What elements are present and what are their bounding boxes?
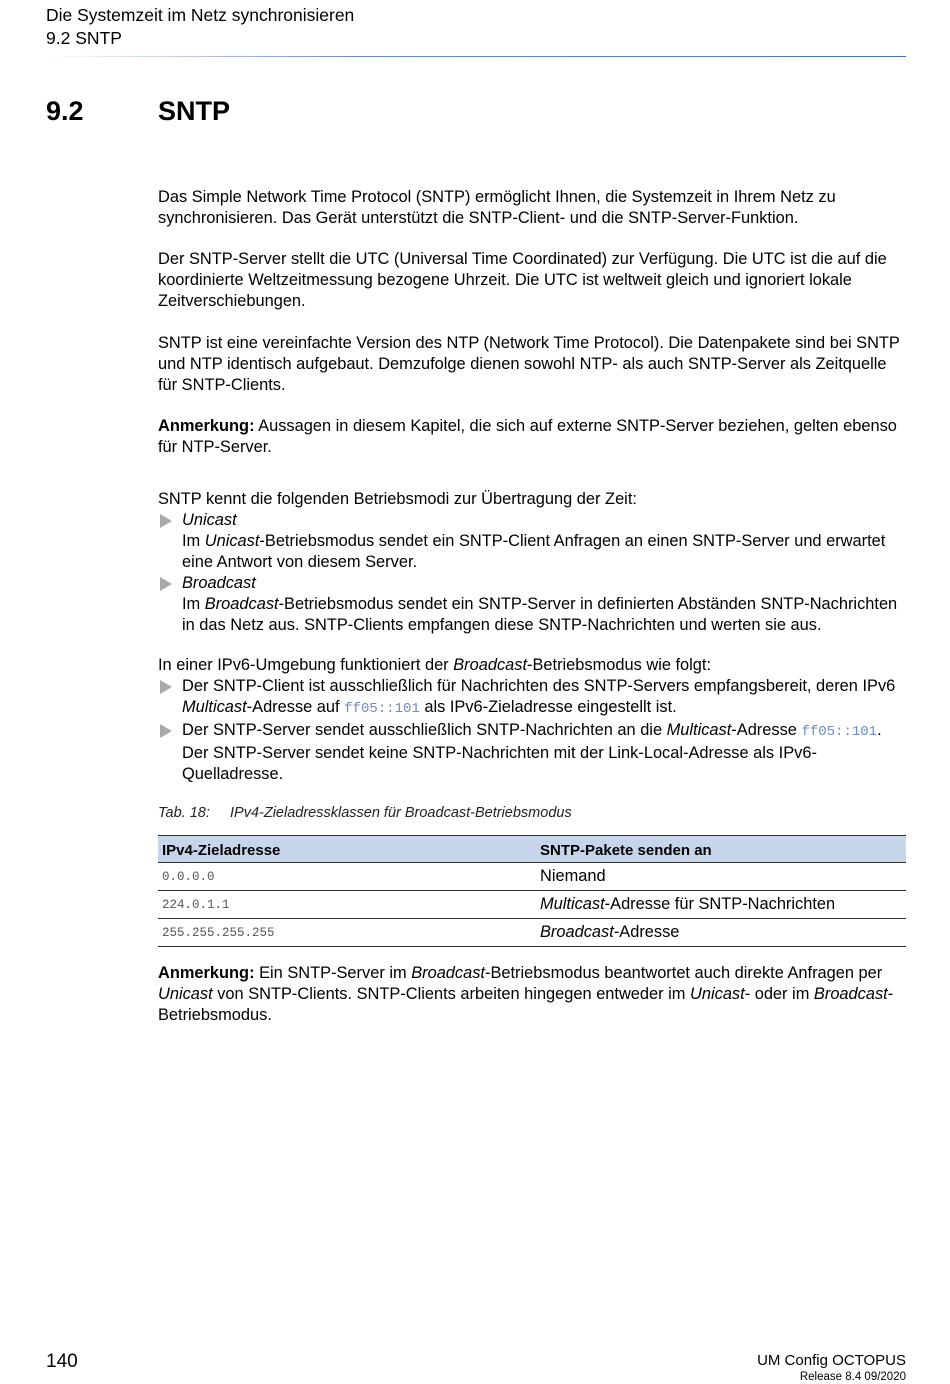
- modes-section: [158, 489, 910, 636]
- target-text: -Adresse für SNTP-Nachrichten: [604, 895, 836, 913]
- text: von SNTP-Clients. SNTP-Clients arbeiten hingegen entweder im: [212, 985, 691, 1003]
- footer-release: Release 8.4 09/2020: [799, 1371, 906, 1383]
- text: -Betriebsmodus wie folgt:: [527, 656, 712, 674]
- paragraph-text: Der SNTP-Server stellt die UTC (Universal Time Coordinated) zur Verfügung. Die UTC ist die auf die koordinierte Weltzeitmessung bezogene Uhrzeit. Die UTC ist weltweit gleich und ignoriert lokale Zeitverschiebungen.: [158, 250, 887, 310]
- list-item-ipv6-client: [158, 676, 910, 720]
- note-external-servers: [158, 416, 910, 458]
- note-label: Anmerkung:: [158, 964, 255, 982]
- code-address: ff05::101: [801, 724, 878, 740]
- text: Im: [182, 532, 205, 550]
- address-cell: 255.255.255.255: [158, 919, 536, 947]
- text-italic: Broadcast: [204, 595, 279, 613]
- list-item-unicast: [158, 510, 910, 573]
- modes-intro: SNTP kennt die folgenden Betriebsmodi zur Übertragung der Zeit:: [158, 490, 637, 508]
- mode-title: Broadcast: [182, 574, 256, 592]
- text: als IPv6-Zieladresse eingestellt ist.: [419, 698, 677, 716]
- target-cell: [536, 863, 906, 891]
- ipv4-address-table: [158, 835, 906, 947]
- table-header-row: [158, 836, 906, 863]
- table-caption-number: Tab. 18:: [158, 805, 210, 821]
- text-italic: Unicast: [204, 532, 260, 550]
- section-title: SNTP: [158, 96, 231, 126]
- text: Der SNTP-Client ist ausschließlich für Nachrichten des SNTP-Servers empfangsbereit, deren IPv6: [182, 677, 896, 695]
- address-cell: 224.0.1.1: [158, 891, 536, 919]
- text: -Betriebsmodus sendet ein SNTP-Client Anfragen an einen SNTP-Server und erwartet eine Antwort von diesem Server.: [182, 532, 886, 571]
- mode-title: Unicast: [182, 511, 237, 529]
- header-rule: [46, 56, 906, 57]
- text-italic: Unicast: [158, 985, 213, 1003]
- bullet-triangle-icon: [160, 514, 172, 528]
- text: -Betriebsmodus sendet ein SNTP-Server in definierten Abständen SNTP-Nachrichten in das Netz aus. SNTP-Clients empfangen diese SNTP-Nachrichten und werten sie aus.: [182, 595, 898, 634]
- table-caption: [158, 805, 572, 821]
- text: - oder im: [744, 985, 814, 1003]
- paragraph-intro: [158, 187, 910, 229]
- footer-document-title: UM Config OCTOPUS: [757, 1352, 906, 1369]
- address-cell: 0.0.0.0: [158, 863, 536, 891]
- text: In einer IPv6-Umgebung funktioniert der: [158, 656, 454, 674]
- target-cell: [536, 919, 906, 947]
- ipv6-section: [158, 655, 910, 785]
- bullet-triangle-icon: [160, 724, 172, 738]
- text: Im: [182, 595, 205, 613]
- section-number: 9.2: [46, 96, 84, 126]
- text-italic: Broadcast: [411, 964, 485, 982]
- list-item-broadcast: [158, 573, 910, 636]
- list-item-ipv6-server: [158, 720, 910, 785]
- paragraph-ntp: [158, 333, 910, 396]
- text: -Adresse auf: [246, 698, 345, 716]
- target-italic: Multicast: [540, 895, 605, 913]
- text: Der SNTP-Server sendet ausschließlich SNTP-Nachrichten an die: [182, 721, 667, 739]
- target-cell: [536, 891, 906, 919]
- target-italic: Broadcast: [540, 923, 614, 941]
- text: -Adresse: [731, 721, 802, 739]
- text-italic: Broadcast: [453, 656, 528, 674]
- running-header-section: 9.2 SNTP: [46, 28, 122, 48]
- note-text: Aussagen in diesem Kapitel, die sich auf externe SNTP-Server beziehen, gelten ebenso für NTP-Server.: [158, 417, 897, 456]
- target-text: -Adresse: [613, 923, 680, 941]
- column-header: SNTP-Pakete senden an: [536, 836, 906, 863]
- bullet-triangle-icon: [160, 680, 172, 694]
- text: -Betriebsmodus.: [158, 985, 894, 1024]
- paragraph-utc: [158, 249, 910, 312]
- paragraph-text: Das Simple Network Time Protocol (SNTP) ermöglicht Ihnen, die Systemzeit in Ihrem Netz zu synchronisieren. Das Gerät unterstützt die SNTP-Client- und die SNTP-Server-Funktion.: [158, 188, 836, 227]
- text: . Der SNTP-Server sendet keine SNTP-Nachrichten mit der Link-Local-Adresse als IPv6-Quelladresse.: [182, 721, 882, 783]
- target-text: Niemand: [540, 867, 606, 885]
- text-italic: Unicast: [690, 985, 745, 1003]
- paragraph-text: SNTP ist eine vereinfachte Version des NTP (Network Time Protocol). Die Datenpakete sind bei SNTP und NTP identisch aufgebaut. Demzufolge dienen sowohl NTP- als auch SNTP-Server als Zeitquelle für SNTP-Clients.: [158, 334, 900, 394]
- note-broadcast-server: [158, 963, 910, 1026]
- code-address: ff05::101: [344, 701, 420, 717]
- text-italic: Broadcast: [813, 985, 888, 1003]
- table-row: [158, 919, 906, 947]
- text-italic: Multicast: [666, 721, 732, 739]
- note-label: Anmerkung:: [158, 417, 255, 435]
- text: Ein SNTP-Server im: [254, 964, 412, 982]
- table-row: [158, 891, 906, 919]
- page-number: 140: [46, 1351, 78, 1372]
- text-italic: Multicast: [182, 698, 247, 716]
- column-header: IPv4-Zieladresse: [158, 836, 536, 863]
- table-caption-text: IPv4-Zieladressklassen für Broadcast-Betriebsmodus: [230, 805, 572, 821]
- table-row: [158, 863, 906, 891]
- running-header-chapter: Die Systemzeit im Netz synchronisieren: [46, 5, 355, 25]
- text: -Betriebsmodus beantwortet auch direkte Anfragen per: [485, 964, 883, 982]
- bullet-triangle-icon: [160, 577, 172, 591]
